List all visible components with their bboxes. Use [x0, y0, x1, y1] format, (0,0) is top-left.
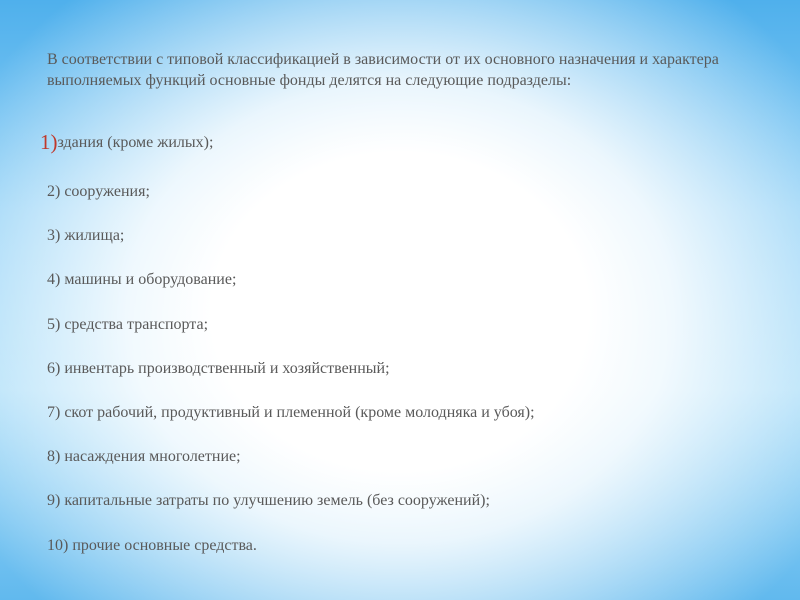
slide-content: [40, 50, 747, 554]
list-item: 2) сооружения;: [47, 183, 150, 200]
list-item-1-text: здания (кроме жилых);: [57, 134, 214, 151]
list-item: 6) инвентарь производственный и хозяйственный;: [47, 359, 390, 377]
list-item: 4) машины и оборудование;: [47, 271, 237, 289]
list-item: 7) скот рабочий, продуктивный и племенной (кроме молодняка и убоя);: [47, 403, 535, 421]
list-item: 5) средства транспорта;: [47, 315, 209, 333]
list-item: 10) прочие основные средства.: [47, 536, 257, 554]
intro-paragraph: В соответствии с типовой классификацией в зависимости от их основного назначения и характера выполняемых функций основные фонды делятся на следующие подразделы:: [47, 51, 719, 89]
list-item-1-number: 1): [40, 130, 58, 154]
list-item-1: [40, 130, 213, 155]
fixed-assets-list: [47, 182, 535, 580]
list-item: 8) насаждения многолетние;: [47, 448, 241, 466]
list-item: 3) жилища;: [47, 227, 125, 245]
list-item: 9) капитальные затраты по улучшению земель (без сооружений);: [47, 492, 490, 510]
